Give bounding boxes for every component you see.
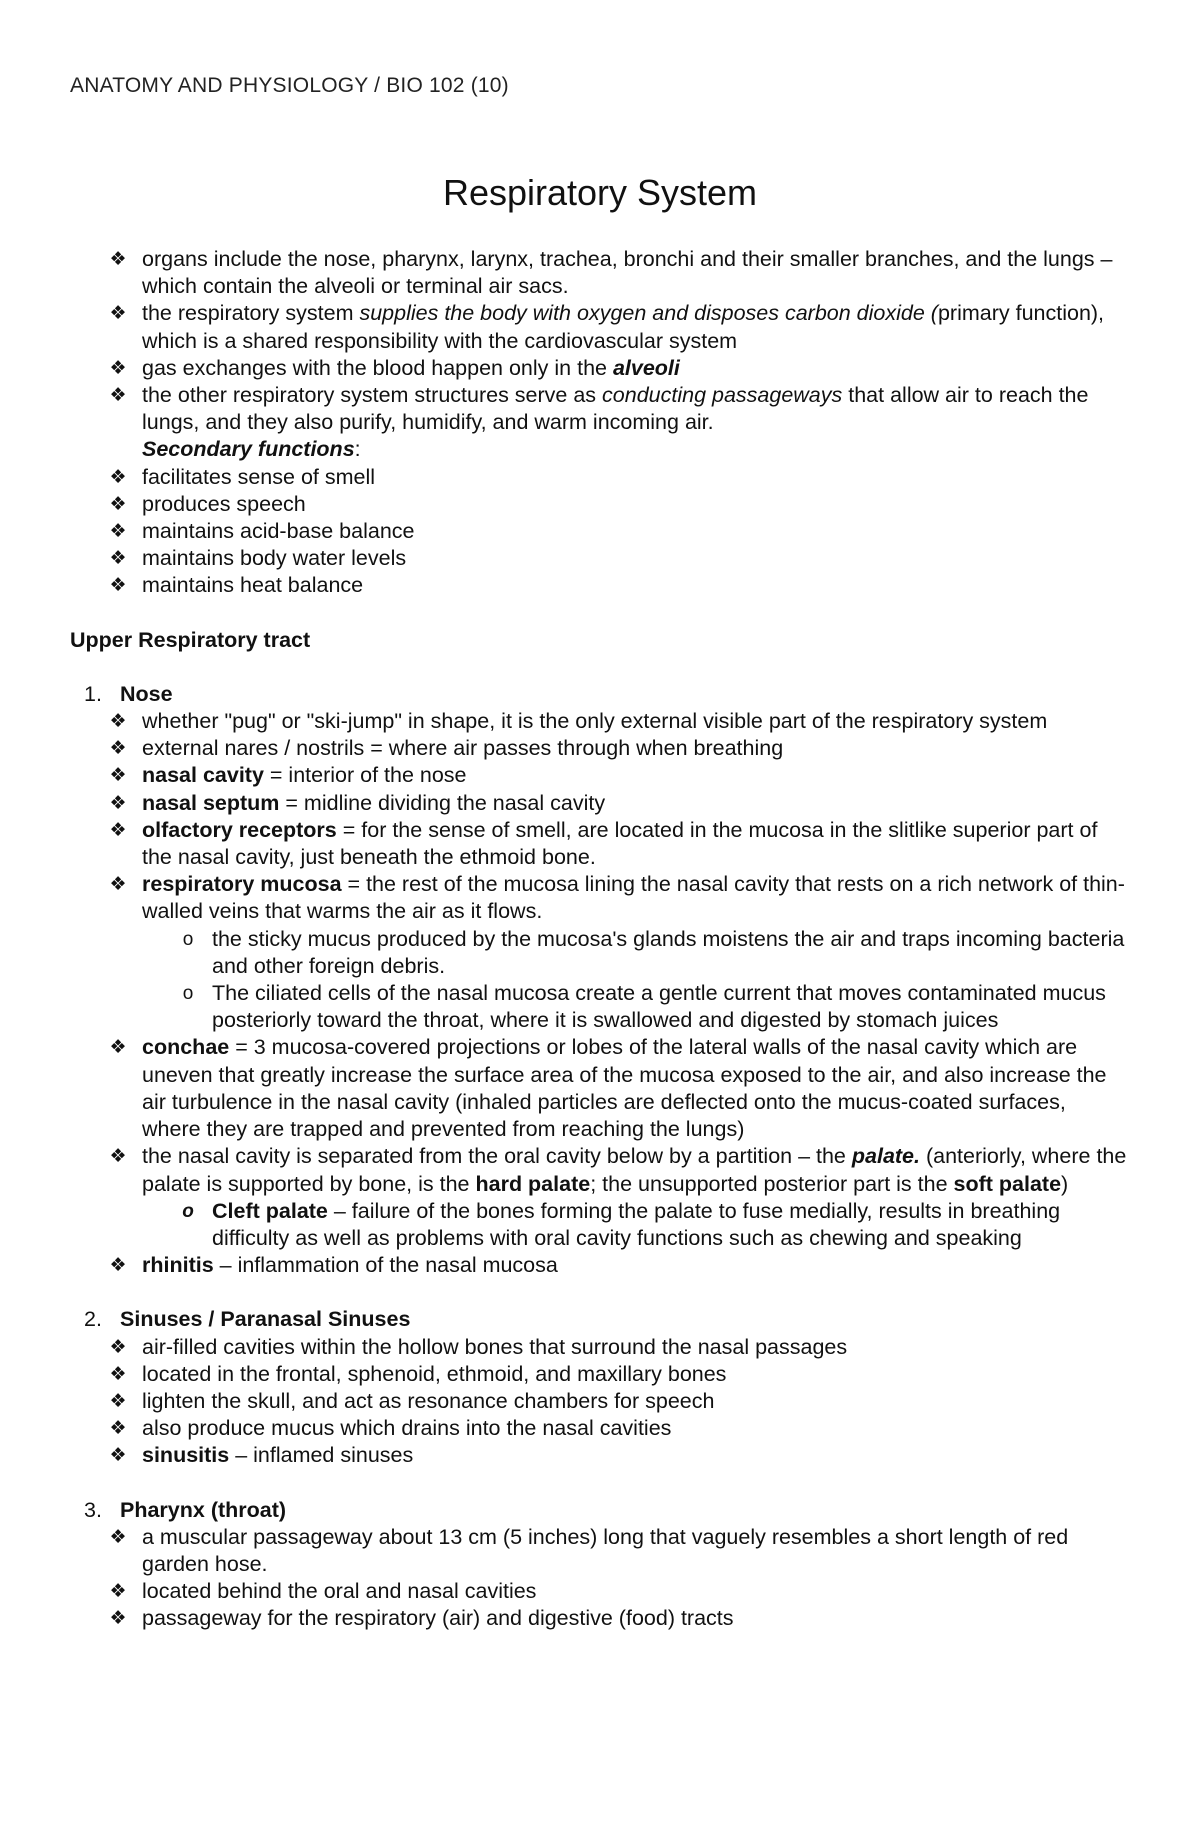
alveoli-term: alveoli bbox=[612, 355, 680, 380]
diamond-bullet-icon: ❖ bbox=[109, 765, 127, 787]
diamond-bullet-icon: ❖ bbox=[109, 792, 127, 814]
nose-bullet: ❖ external nares / nostrils = where air passes through when breathing bbox=[70, 735, 1130, 762]
diamond-bullet-icon: ❖ bbox=[109, 357, 127, 379]
diamond-bullet-icon: ❖ bbox=[109, 1336, 127, 1358]
intro-bullet bbox=[70, 382, 1130, 436]
numbered-heading-sinuses: 2. Sinuses / Paranasal Sinuses bbox=[84, 1307, 411, 1332]
diamond-bullet-icon: ❖ bbox=[109, 249, 127, 270]
diamond-bullet-icon: ❖ bbox=[109, 1526, 127, 1548]
nose-bullet: ❖ nasal septum = midline dividing the nasal cavity bbox=[70, 790, 1130, 817]
secondary-function-item: ❖ maintains body water levels bbox=[70, 545, 1130, 572]
diamond-bullet-icon: ❖ bbox=[109, 711, 127, 733]
pharynx-bullet: ❖ passageway for the respiratory (air) and digestive (food) tracts bbox=[70, 1605, 1130, 1632]
bullet-text: gas exchanges with the blood happen only in the bbox=[142, 355, 613, 380]
diamond-bullet-icon: ❖ bbox=[109, 548, 127, 570]
section-heading-upper-tract: Upper Respiratory tract bbox=[70, 627, 311, 652]
diamond-bullet-icon: ❖ bbox=[109, 1445, 127, 1467]
nose-bullet: ❖ conchae = 3 mucosa-covered projections or lobes of the lateral walls of the nasal cavity which are uneven that greatly increase the surface area of the mucosa exposed to the air, and also increase the air turbulence in the nasal cavity (inhaled particles are deflected onto the mucus-coated surfaces, where they are trapped and prevented from reaching the lungs) bbox=[70, 1034, 1130, 1143]
nose-sub-bullet: o The ciliated cells of the nasal mucosa create a gentle current that moves contaminated mucus posteriorly toward the throat, where it is swallowed and digested by stomach juices bbox=[70, 980, 1130, 1034]
diamond-bullet-icon: ❖ bbox=[109, 738, 127, 760]
diamond-bullet-icon: ❖ bbox=[109, 493, 127, 515]
sinuses-bullet: ❖ located in the frontal, sphenoid, ethmoid, and maxillary bones bbox=[70, 1361, 1130, 1388]
circle-bullet-icon: o bbox=[182, 928, 194, 950]
bullet-text: that allow air to reach the lungs, and they also purify, humidify, and warm incoming air. bbox=[142, 383, 1089, 435]
bullet-text: the respiratory system bbox=[142, 301, 360, 326]
nose-sub-bullet: o the sticky mucus produced by the mucosa's glands moistens the air and traps incoming bacteria and other foreign debris. bbox=[70, 926, 1130, 980]
diamond-bullet-icon: ❖ bbox=[109, 1255, 127, 1277]
diamond-bullet-icon: ❖ bbox=[109, 303, 127, 325]
intro-bullet bbox=[70, 300, 1130, 354]
numbered-heading-nose: 1. Nose bbox=[84, 681, 173, 706]
sinuses-bullet: ❖ lighten the skull, and act as resonance chambers for speech bbox=[70, 1388, 1130, 1415]
diamond-bullet-icon: ❖ bbox=[109, 819, 127, 841]
diamond-bullet-icon: ❖ bbox=[109, 1037, 127, 1059]
secondary-function-item: ❖ maintains acid-base balance bbox=[70, 518, 1130, 545]
numbered-heading-pharynx: 3. Pharynx (throat) bbox=[84, 1497, 287, 1522]
bullet-italic-text: supplies the body with oxygen and disposes carbon dioxide ( bbox=[359, 301, 938, 326]
diamond-bullet-icon: ❖ bbox=[109, 1146, 127, 1168]
secondary-function-item: ❖ facilitates sense of smell bbox=[70, 464, 1130, 491]
bullet-text: primary function), which is a shared responsibility with the cardiovascular system bbox=[142, 301, 1105, 353]
nose-bullet: ❖ the nasal cavity is separated from the oral cavity below by a partition – the palate. (anteriorly, where the palate is supported by bone, is the hard palate; the unsupported posterior part is the soft palate) bbox=[70, 1143, 1130, 1197]
diamond-bullet-icon: ❖ bbox=[109, 466, 127, 488]
sinuses-bullet: ❖ air-filled cavities within the hollow bones that surround the nasal passages bbox=[70, 1334, 1130, 1361]
circle-bullet-icon: o bbox=[182, 983, 194, 1005]
intro-bullet bbox=[70, 355, 1130, 382]
nose-sub-bullet: o Cleft palate – failure of the bones forming the palate to fuse medially, results in breathing difficulty as well as problems with oral cavity functions such as chewing and speaking bbox=[70, 1198, 1130, 1252]
diamond-bullet-icon: ❖ bbox=[109, 1581, 127, 1603]
diamond-bullet-icon: ❖ bbox=[109, 1418, 127, 1440]
document-body bbox=[70, 246, 1130, 1633]
bullet-text: organs include the nose, pharynx, larynx, trachea, bronchi and their smaller branches, and the lungs – which contain the alveoli or terminal air sacs. bbox=[142, 247, 1113, 299]
sinuses-bullet: ❖ sinusitis – inflamed sinuses bbox=[70, 1442, 1130, 1469]
circle-bullet-icon: o bbox=[182, 1200, 194, 1222]
pharynx-bullet: ❖ a muscular passageway about 13 cm (5 inches) long that vaguely resembles a short length of red garden hose. bbox=[70, 1524, 1130, 1578]
nose-bullet: ❖ whether "pug" or "ski-jump" in shape, it is the only external visible part of the respiratory system bbox=[70, 708, 1130, 735]
diamond-bullet-icon: ❖ bbox=[109, 521, 127, 543]
page-title: Respiratory System bbox=[442, 172, 758, 213]
diamond-bullet-icon: ❖ bbox=[109, 1390, 127, 1412]
diamond-bullet-icon: ❖ bbox=[109, 874, 127, 896]
diamond-bullet-icon: ❖ bbox=[109, 385, 127, 407]
secondary-function-item: ❖ produces speech bbox=[70, 491, 1130, 518]
secondary-function-item: ❖ maintains heat balance bbox=[70, 572, 1130, 599]
bullet-italic-text: conducting passageways bbox=[602, 383, 843, 408]
intro-bullet bbox=[70, 246, 1130, 300]
bullet-text: the other respiratory system structures serve as bbox=[142, 383, 603, 408]
course-header: ANATOMY AND PHYSIOLOGY / BIO 102 (10) bbox=[70, 74, 509, 97]
diamond-bullet-icon: ❖ bbox=[109, 575, 127, 597]
nose-bullet: ❖ respiratory mucosa = the rest of the mucosa lining the nasal cavity that rests on a rich network of thin-walled veins that warms the air as it flows. bbox=[70, 871, 1130, 925]
pharynx-bullet: ❖ located behind the oral and nasal cavities bbox=[70, 1578, 1130, 1605]
sinuses-bullet: ❖ also produce mucus which drains into the nasal cavities bbox=[70, 1415, 1130, 1442]
nose-bullet: ❖ rhinitis – inflammation of the nasal mucosa bbox=[70, 1252, 1130, 1279]
nose-bullet: ❖ olfactory receptors = for the sense of smell, are located in the mucosa in the slitlike superior part of the nasal cavity, just beneath the ethmoid bone. bbox=[70, 817, 1130, 871]
secondary-functions-label: Secondary functions: bbox=[142, 437, 361, 462]
diamond-bullet-icon: ❖ bbox=[109, 1608, 127, 1630]
diamond-bullet-icon: ❖ bbox=[109, 1363, 127, 1385]
nose-bullet: ❖ nasal cavity = interior of the nose bbox=[70, 762, 1130, 789]
